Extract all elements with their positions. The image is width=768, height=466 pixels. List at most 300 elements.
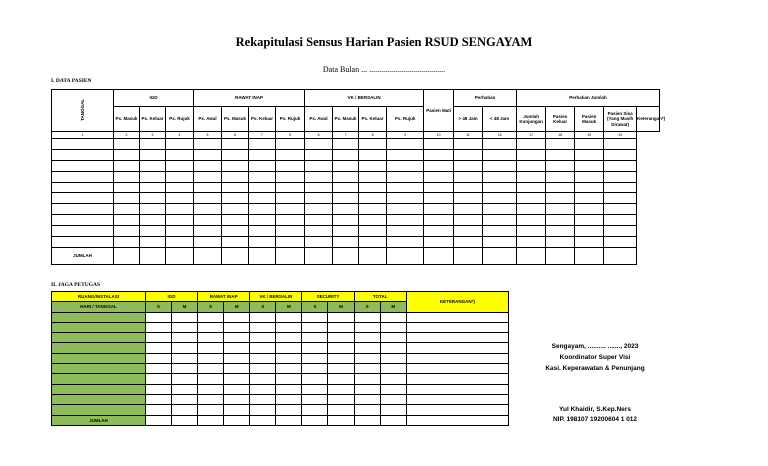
table-cell[interactable] bbox=[387, 204, 424, 215]
table-cell[interactable] bbox=[52, 322, 146, 332]
table-cell[interactable] bbox=[604, 204, 637, 215]
table-cell[interactable] bbox=[145, 394, 171, 404]
table-cell[interactable] bbox=[546, 139, 575, 150]
table-cell[interactable] bbox=[387, 182, 424, 193]
table-cell[interactable] bbox=[166, 149, 194, 160]
table-cell[interactable] bbox=[333, 160, 359, 171]
table-cell[interactable] bbox=[140, 182, 166, 193]
table-cell[interactable] bbox=[302, 374, 328, 384]
table-cell[interactable] bbox=[171, 405, 197, 415]
table-cell[interactable] bbox=[194, 139, 222, 150]
table-cell[interactable] bbox=[222, 149, 249, 160]
table-cell[interactable] bbox=[52, 193, 114, 204]
table-cell[interactable] bbox=[302, 384, 328, 394]
table-cell[interactable] bbox=[354, 384, 380, 394]
table-cell[interactable] bbox=[171, 364, 197, 374]
table-cell[interactable] bbox=[276, 394, 302, 404]
table-cell[interactable] bbox=[354, 353, 380, 363]
table-cell[interactable] bbox=[517, 182, 546, 193]
table-cell[interactable] bbox=[114, 149, 140, 160]
table-cell[interactable] bbox=[52, 182, 114, 193]
table-cell[interactable] bbox=[604, 171, 637, 182]
table-cell[interactable] bbox=[249, 139, 276, 150]
table-cell[interactable] bbox=[276, 312, 302, 322]
table-cell[interactable] bbox=[222, 160, 249, 171]
table-cell[interactable] bbox=[483, 160, 517, 171]
table-cell[interactable] bbox=[406, 364, 508, 374]
table-cell[interactable] bbox=[276, 139, 305, 150]
table-cell[interactable] bbox=[328, 333, 354, 343]
table-cell[interactable] bbox=[359, 215, 387, 226]
table-cell[interactable] bbox=[198, 312, 224, 322]
table-cell[interactable] bbox=[328, 384, 354, 394]
table-cell[interactable] bbox=[52, 405, 146, 415]
table-cell[interactable] bbox=[194, 193, 222, 204]
table-cell[interactable] bbox=[305, 226, 333, 237]
table-cell[interactable] bbox=[483, 149, 517, 160]
table-cell[interactable] bbox=[276, 343, 302, 353]
table-cell[interactable] bbox=[305, 237, 333, 248]
table-cell[interactable] bbox=[171, 312, 197, 322]
table-cell[interactable] bbox=[114, 204, 140, 215]
table-cell[interactable] bbox=[52, 226, 114, 237]
table-cell[interactable] bbox=[604, 160, 637, 171]
table-cell[interactable] bbox=[166, 193, 194, 204]
table-cell[interactable] bbox=[276, 193, 305, 204]
table-cell[interactable] bbox=[517, 149, 546, 160]
table-cell[interactable] bbox=[380, 394, 406, 404]
table-cell[interactable] bbox=[276, 405, 302, 415]
table-cell[interactable] bbox=[224, 384, 250, 394]
table-cell[interactable] bbox=[302, 353, 328, 363]
table-cell[interactable] bbox=[276, 215, 305, 226]
table-cell[interactable] bbox=[305, 204, 333, 215]
table-cell[interactable] bbox=[604, 149, 637, 160]
table-cell[interactable] bbox=[224, 405, 250, 415]
table-cell[interactable] bbox=[380, 312, 406, 322]
table-cell[interactable] bbox=[575, 193, 604, 204]
table-cell[interactable] bbox=[328, 343, 354, 353]
table-cell[interactable] bbox=[222, 237, 249, 248]
table-cell[interactable] bbox=[575, 226, 604, 237]
table-cell[interactable] bbox=[171, 333, 197, 343]
table-cell[interactable] bbox=[354, 405, 380, 415]
table-cell[interactable] bbox=[166, 182, 194, 193]
table-cell[interactable] bbox=[52, 394, 146, 404]
table-cell[interactable] bbox=[406, 343, 508, 353]
table-cell[interactable] bbox=[52, 353, 146, 363]
table-cell[interactable] bbox=[166, 237, 194, 248]
table-cell[interactable] bbox=[333, 171, 359, 182]
table-cell[interactable] bbox=[406, 405, 508, 415]
table-cell[interactable] bbox=[222, 139, 249, 150]
table-cell[interactable] bbox=[171, 374, 197, 384]
table-cell[interactable] bbox=[387, 160, 424, 171]
table-cell[interactable] bbox=[249, 237, 276, 248]
table-cell[interactable] bbox=[52, 160, 114, 171]
table-cell[interactable] bbox=[483, 139, 517, 150]
table-cell[interactable] bbox=[145, 364, 171, 374]
table-cell[interactable] bbox=[194, 182, 222, 193]
table-cell[interactable] bbox=[328, 322, 354, 332]
table-cell[interactable] bbox=[604, 215, 637, 226]
table-cell[interactable] bbox=[276, 226, 305, 237]
table-cell[interactable] bbox=[604, 193, 637, 204]
table-cell[interactable] bbox=[198, 374, 224, 384]
table-cell[interactable] bbox=[249, 193, 276, 204]
table-cell[interactable] bbox=[194, 149, 222, 160]
table-cell[interactable] bbox=[305, 149, 333, 160]
table-cell[interactable] bbox=[140, 139, 166, 150]
table-cell[interactable] bbox=[546, 160, 575, 171]
table-cell[interactable] bbox=[302, 405, 328, 415]
table-cell[interactable] bbox=[380, 374, 406, 384]
table-cell[interactable] bbox=[546, 226, 575, 237]
table-cell[interactable] bbox=[250, 312, 276, 322]
table-cell[interactable] bbox=[198, 364, 224, 374]
table-cell[interactable] bbox=[276, 333, 302, 343]
table-cell[interactable] bbox=[198, 405, 224, 415]
table-cell[interactable] bbox=[604, 226, 637, 237]
table-cell[interactable] bbox=[145, 374, 171, 384]
table-cell[interactable] bbox=[145, 353, 171, 363]
table-cell[interactable] bbox=[454, 193, 483, 204]
table-cell[interactable] bbox=[52, 384, 146, 394]
table-cell[interactable] bbox=[140, 226, 166, 237]
table-cell[interactable] bbox=[454, 160, 483, 171]
table-cell[interactable] bbox=[302, 364, 328, 374]
table-cell[interactable] bbox=[575, 182, 604, 193]
table-cell[interactable] bbox=[380, 333, 406, 343]
table-cell[interactable] bbox=[198, 333, 224, 343]
table-cell[interactable] bbox=[359, 226, 387, 237]
table-cell[interactable] bbox=[52, 374, 146, 384]
table-cell[interactable] bbox=[224, 333, 250, 343]
table-cell[interactable] bbox=[424, 215, 454, 226]
table-cell[interactable] bbox=[575, 171, 604, 182]
table-cell[interactable] bbox=[575, 139, 604, 150]
table-cell[interactable] bbox=[483, 171, 517, 182]
table-cell[interactable] bbox=[222, 193, 249, 204]
table-cell[interactable] bbox=[328, 405, 354, 415]
table-cell[interactable] bbox=[354, 374, 380, 384]
table-cell[interactable] bbox=[166, 139, 194, 150]
table-cell[interactable] bbox=[302, 343, 328, 353]
table-cell[interactable] bbox=[424, 182, 454, 193]
table-cell[interactable] bbox=[52, 139, 114, 150]
table-cell[interactable] bbox=[575, 215, 604, 226]
table-cell[interactable] bbox=[387, 237, 424, 248]
table-cell[interactable] bbox=[424, 149, 454, 160]
table-cell[interactable] bbox=[305, 215, 333, 226]
table-cell[interactable] bbox=[483, 237, 517, 248]
table-cell[interactable] bbox=[302, 333, 328, 343]
table-cell[interactable] bbox=[517, 139, 546, 150]
table-cell[interactable] bbox=[166, 226, 194, 237]
table-cell[interactable] bbox=[276, 182, 305, 193]
table-cell[interactable] bbox=[249, 182, 276, 193]
table-cell[interactable] bbox=[380, 353, 406, 363]
table-cell[interactable] bbox=[546, 215, 575, 226]
table-cell[interactable] bbox=[166, 215, 194, 226]
table-cell[interactable] bbox=[171, 343, 197, 353]
table-cell[interactable] bbox=[333, 193, 359, 204]
table-cell[interactable] bbox=[276, 149, 305, 160]
table-cell[interactable] bbox=[354, 312, 380, 322]
table-cell[interactable] bbox=[359, 139, 387, 150]
table-cell[interactable] bbox=[249, 215, 276, 226]
table-cell[interactable] bbox=[194, 171, 222, 182]
table-cell[interactable] bbox=[424, 139, 454, 150]
table-cell[interactable] bbox=[52, 343, 146, 353]
table-cell[interactable] bbox=[305, 171, 333, 182]
table-cell[interactable] bbox=[140, 193, 166, 204]
table-cell[interactable] bbox=[406, 384, 508, 394]
table-cell[interactable] bbox=[52, 215, 114, 226]
table-cell[interactable] bbox=[333, 237, 359, 248]
table-cell[interactable] bbox=[140, 160, 166, 171]
table-cell[interactable] bbox=[145, 312, 171, 322]
table-cell[interactable] bbox=[333, 226, 359, 237]
table-cell[interactable] bbox=[387, 193, 424, 204]
table-cell[interactable] bbox=[249, 149, 276, 160]
table-cell[interactable] bbox=[224, 353, 250, 363]
table-cell[interactable] bbox=[380, 405, 406, 415]
table-cell[interactable] bbox=[52, 364, 146, 374]
table-cell[interactable] bbox=[145, 333, 171, 343]
table-cell[interactable] bbox=[483, 193, 517, 204]
table-cell[interactable] bbox=[517, 237, 546, 248]
table-cell[interactable] bbox=[114, 182, 140, 193]
table-cell[interactable] bbox=[276, 160, 305, 171]
table-cell[interactable] bbox=[276, 204, 305, 215]
table-cell[interactable] bbox=[145, 322, 171, 332]
table-cell[interactable] bbox=[454, 149, 483, 160]
table-cell[interactable] bbox=[359, 160, 387, 171]
table-cell[interactable] bbox=[454, 171, 483, 182]
table-cell[interactable] bbox=[305, 160, 333, 171]
table-cell[interactable] bbox=[575, 149, 604, 160]
table-cell[interactable] bbox=[483, 226, 517, 237]
table-cell[interactable] bbox=[250, 322, 276, 332]
table-cell[interactable] bbox=[250, 405, 276, 415]
table-cell[interactable] bbox=[380, 384, 406, 394]
table-cell[interactable] bbox=[52, 171, 114, 182]
table-cell[interactable] bbox=[222, 171, 249, 182]
table-cell[interactable] bbox=[222, 204, 249, 215]
table-cell[interactable] bbox=[517, 193, 546, 204]
table-cell[interactable] bbox=[359, 171, 387, 182]
table-cell[interactable] bbox=[333, 215, 359, 226]
table-cell[interactable] bbox=[276, 364, 302, 374]
table-cell[interactable] bbox=[166, 204, 194, 215]
table-cell[interactable] bbox=[52, 237, 114, 248]
table-cell[interactable] bbox=[171, 394, 197, 404]
table-cell[interactable] bbox=[387, 171, 424, 182]
table-cell[interactable] bbox=[249, 171, 276, 182]
table-cell[interactable] bbox=[276, 237, 305, 248]
table-cell[interactable] bbox=[250, 343, 276, 353]
table-cell[interactable] bbox=[424, 193, 454, 204]
table-cell[interactable] bbox=[224, 343, 250, 353]
table-cell[interactable] bbox=[276, 384, 302, 394]
table-cell[interactable] bbox=[406, 333, 508, 343]
table-cell[interactable] bbox=[424, 204, 454, 215]
table-cell[interactable] bbox=[424, 226, 454, 237]
table-cell[interactable] bbox=[114, 237, 140, 248]
table-cell[interactable] bbox=[359, 193, 387, 204]
table-cell[interactable] bbox=[328, 364, 354, 374]
table-cell[interactable] bbox=[114, 139, 140, 150]
table-cell[interactable] bbox=[194, 215, 222, 226]
table-cell[interactable] bbox=[424, 171, 454, 182]
table-cell[interactable] bbox=[276, 171, 305, 182]
table-cell[interactable] bbox=[406, 374, 508, 384]
table-cell[interactable] bbox=[198, 384, 224, 394]
table-cell[interactable] bbox=[604, 139, 637, 150]
table-cell[interactable] bbox=[305, 193, 333, 204]
table-cell[interactable] bbox=[194, 160, 222, 171]
table-cell[interactable] bbox=[140, 215, 166, 226]
table-cell[interactable] bbox=[171, 322, 197, 332]
table-cell[interactable] bbox=[249, 226, 276, 237]
table-cell[interactable] bbox=[354, 364, 380, 374]
table-cell[interactable] bbox=[328, 353, 354, 363]
table-cell[interactable] bbox=[114, 171, 140, 182]
table-cell[interactable] bbox=[302, 312, 328, 322]
table-cell[interactable] bbox=[546, 149, 575, 160]
table-cell[interactable] bbox=[250, 384, 276, 394]
table-cell[interactable] bbox=[166, 160, 194, 171]
table-cell[interactable] bbox=[406, 353, 508, 363]
table-cell[interactable] bbox=[454, 215, 483, 226]
table-cell[interactable] bbox=[250, 374, 276, 384]
table-cell[interactable] bbox=[575, 204, 604, 215]
table-cell[interactable] bbox=[52, 312, 146, 322]
table-cell[interactable] bbox=[517, 226, 546, 237]
table-cell[interactable] bbox=[454, 226, 483, 237]
table-cell[interactable] bbox=[333, 149, 359, 160]
table-cell[interactable] bbox=[276, 322, 302, 332]
table-cell[interactable] bbox=[483, 182, 517, 193]
table-cell[interactable] bbox=[250, 333, 276, 343]
table-cell[interactable] bbox=[354, 333, 380, 343]
table-cell[interactable] bbox=[380, 343, 406, 353]
table-cell[interactable] bbox=[517, 160, 546, 171]
table-cell[interactable] bbox=[52, 149, 114, 160]
table-cell[interactable] bbox=[454, 204, 483, 215]
table-cell[interactable] bbox=[145, 343, 171, 353]
table-cell[interactable] bbox=[359, 182, 387, 193]
table-cell[interactable] bbox=[546, 204, 575, 215]
table-cell[interactable] bbox=[171, 384, 197, 394]
table-cell[interactable] bbox=[387, 226, 424, 237]
table-cell[interactable] bbox=[222, 182, 249, 193]
table-cell[interactable] bbox=[454, 182, 483, 193]
table-cell[interactable] bbox=[276, 374, 302, 384]
table-cell[interactable] bbox=[575, 160, 604, 171]
table-cell[interactable] bbox=[333, 182, 359, 193]
table-cell[interactable] bbox=[250, 353, 276, 363]
table-cell[interactable] bbox=[380, 364, 406, 374]
table-cell[interactable] bbox=[333, 139, 359, 150]
table-cell[interactable] bbox=[302, 394, 328, 404]
table-cell[interactable] bbox=[604, 237, 637, 248]
table-cell[interactable] bbox=[224, 394, 250, 404]
table-cell[interactable] bbox=[250, 364, 276, 374]
table-cell[interactable] bbox=[276, 353, 302, 363]
table-cell[interactable] bbox=[406, 312, 508, 322]
table-cell[interactable] bbox=[302, 322, 328, 332]
table-cell[interactable] bbox=[114, 160, 140, 171]
table-cell[interactable] bbox=[387, 149, 424, 160]
table-cell[interactable] bbox=[546, 193, 575, 204]
table-cell[interactable] bbox=[222, 215, 249, 226]
table-cell[interactable] bbox=[333, 204, 359, 215]
table-cell[interactable] bbox=[194, 226, 222, 237]
table-cell[interactable] bbox=[546, 237, 575, 248]
table-cell[interactable] bbox=[354, 322, 380, 332]
table-cell[interactable] bbox=[140, 204, 166, 215]
table-cell[interactable] bbox=[328, 374, 354, 384]
table-cell[interactable] bbox=[354, 394, 380, 404]
table-cell[interactable] bbox=[517, 215, 546, 226]
table-cell[interactable] bbox=[224, 312, 250, 322]
table-cell[interactable] bbox=[387, 215, 424, 226]
table-cell[interactable] bbox=[546, 182, 575, 193]
table-cell[interactable] bbox=[354, 343, 380, 353]
table-cell[interactable] bbox=[483, 204, 517, 215]
table-cell[interactable] bbox=[198, 394, 224, 404]
table-cell[interactable] bbox=[166, 171, 194, 182]
table-cell[interactable] bbox=[359, 149, 387, 160]
table-cell[interactable] bbox=[328, 394, 354, 404]
table-cell[interactable] bbox=[52, 333, 146, 343]
table-cell[interactable] bbox=[145, 384, 171, 394]
table-cell[interactable] bbox=[194, 204, 222, 215]
table-cell[interactable] bbox=[604, 182, 637, 193]
table-cell[interactable] bbox=[424, 237, 454, 248]
table-cell[interactable] bbox=[140, 171, 166, 182]
table-cell[interactable] bbox=[140, 237, 166, 248]
table-cell[interactable] bbox=[249, 160, 276, 171]
table-cell[interactable] bbox=[328, 312, 354, 322]
table-cell[interactable] bbox=[114, 215, 140, 226]
table-cell[interactable] bbox=[145, 405, 171, 415]
table-cell[interactable] bbox=[517, 204, 546, 215]
table-cell[interactable] bbox=[406, 322, 508, 332]
table-cell[interactable] bbox=[52, 204, 114, 215]
table-cell[interactable] bbox=[359, 204, 387, 215]
table-cell[interactable] bbox=[387, 139, 424, 150]
table-cell[interactable] bbox=[380, 322, 406, 332]
table-cell[interactable] bbox=[454, 237, 483, 248]
table-cell[interactable] bbox=[171, 353, 197, 363]
table-cell[interactable] bbox=[517, 171, 546, 182]
table-cell[interactable] bbox=[194, 237, 222, 248]
table-cell[interactable] bbox=[114, 193, 140, 204]
table-cell[interactable] bbox=[305, 182, 333, 193]
table-cell[interactable] bbox=[198, 343, 224, 353]
table-cell[interactable] bbox=[546, 171, 575, 182]
table-cell[interactable] bbox=[305, 139, 333, 150]
table-cell[interactable] bbox=[575, 237, 604, 248]
table-cell[interactable] bbox=[140, 149, 166, 160]
table-cell[interactable] bbox=[454, 139, 483, 150]
table-cell[interactable] bbox=[224, 374, 250, 384]
table-cell[interactable] bbox=[198, 322, 224, 332]
table-cell[interactable] bbox=[224, 364, 250, 374]
